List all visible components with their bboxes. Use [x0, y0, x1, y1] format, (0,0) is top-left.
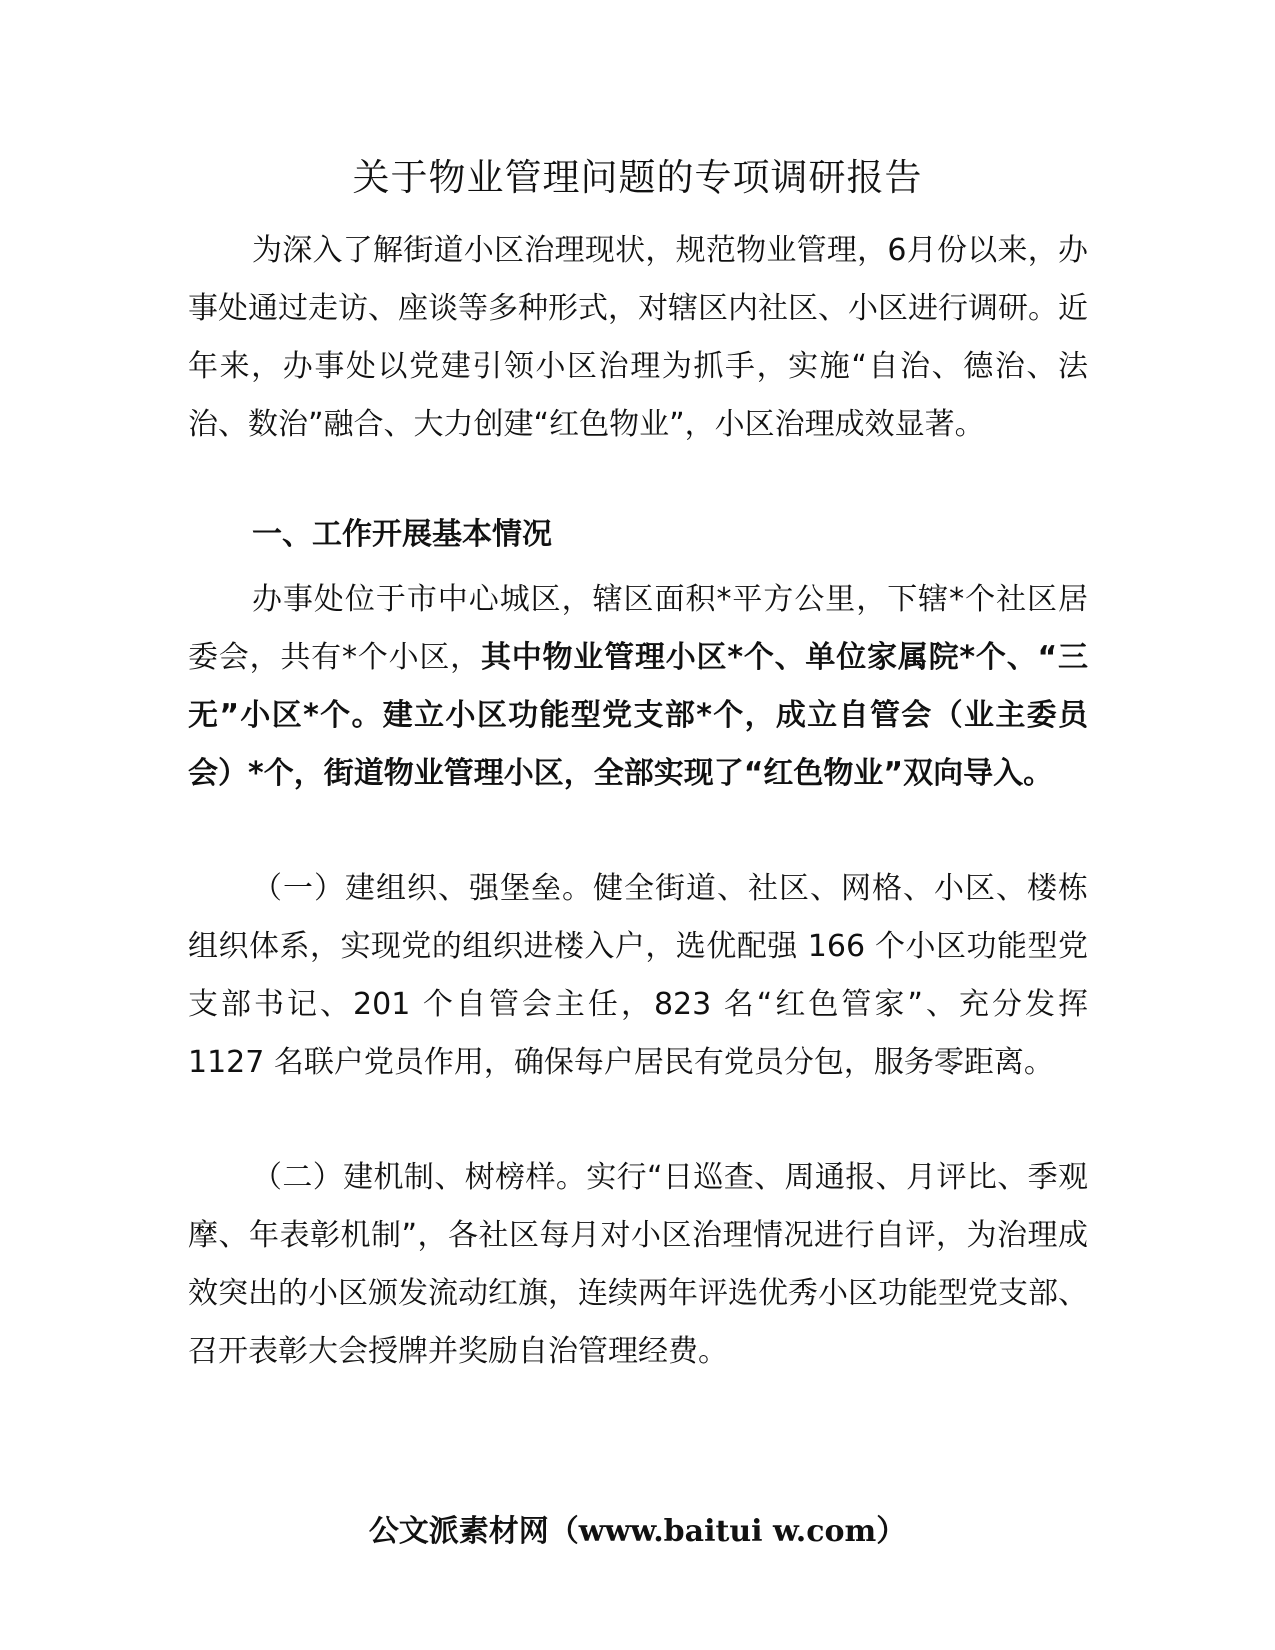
- document-title: 关于物业管理问题的专项调研报告: [352, 156, 923, 199]
- footer-watermark: 公文派素材网（www.baitui w.com）: [368, 1514, 907, 1549]
- section-heading: 一、工作开展基本情况: [252, 517, 552, 552]
- section1-paragraph-lead: 办事处位于市中心城区，辖区面积*平方公里，下辖*个社区居委会，共有*个小区，: [188, 582, 1088, 675]
- section1-paragraph-bold: 其中物业管理小区*个、单位家属院*个、“三无”小区*个。建立小区功能型党支部*个，成立自管会（业主委员会）*个，街道物业管理小区，全部实现了“红色物业”双向导入。: [188, 640, 1088, 791]
- list-item-2: （二）建机制、树榜样。实行“日巡查、周通报、月评比、季观摩、年表彰机制”，各社区每月对小区治理情况进行自评，为治理成效突出的小区颁发流动红旗，连续两年评选优秀小区功能型党支部、召开表彰大会授牌并奖励自治管理经费。: [188, 1160, 1088, 1369]
- list-item-1: （一）建组织、强堡垒。健全街道、社区、网格、小区、楼栋组织体系，实现党的组织进楼入户，选优配强 166 个小区功能型党支部书记、201 个自管会主任，823 名“红色管家”、充分发挥 1127 名联户党员作用，确保每户居民有党员分包，服务零距离。: [188, 871, 1088, 1080]
- intro-paragraph: 为深入了解街道小区治理现状，规范物业管理，6月份以来，办事处通过走访、座谈等多种形式，对辖区内社区、小区进行调研。近年来，办事处以党建引领小区治理为抓手，实施“自治、德治、法治、数治”融合、大力创建“红色物业”，小区治理成效显著。: [188, 233, 1088, 442]
- section1-paragraph: [188, 571, 1088, 803]
